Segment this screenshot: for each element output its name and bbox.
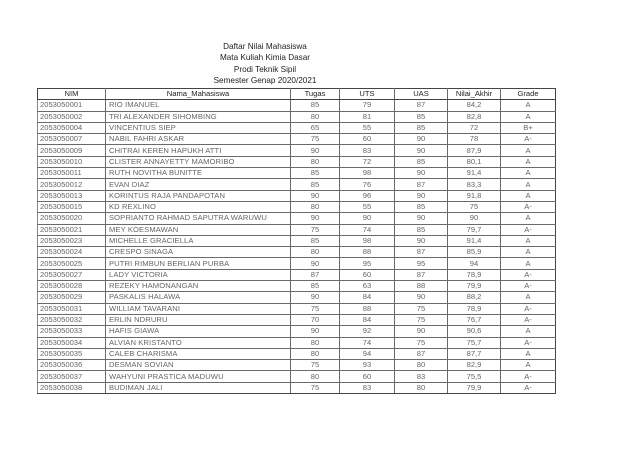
cell-uts: 95: [340, 258, 395, 269]
cell-nama: SOPRIANTO RAHMAD SAPUTRA WARUWU: [106, 213, 291, 224]
cell-tugas: 80: [291, 348, 340, 359]
cell-nama: MICHELLE GRACIELLA: [106, 235, 291, 246]
cell-uts: 88: [340, 303, 395, 314]
table-row: [38, 337, 556, 348]
cell-nim: 2053050035: [38, 348, 106, 359]
cell-nama: VINCENTIUS SIEP: [106, 122, 291, 133]
header-uas: UAS: [395, 89, 448, 100]
table-row: [38, 314, 556, 325]
cell-uts: 55: [340, 122, 395, 133]
cell-tugas: 65: [291, 122, 340, 133]
cell-grade: B+: [501, 122, 556, 133]
cell-nim: 2053050013: [38, 190, 106, 201]
cell-tugas: 80: [291, 201, 340, 212]
cell-uas: 85: [395, 122, 448, 133]
cell-uts: 60: [340, 269, 395, 280]
cell-nim: 2053050032: [38, 314, 106, 325]
cell-grade: A-: [501, 303, 556, 314]
cell-uas: 90: [395, 168, 448, 179]
cell-nim: 2053050004: [38, 122, 106, 133]
cell-grade: A: [501, 326, 556, 337]
cell-nilai-akhir: 88,2: [448, 292, 501, 303]
cell-grade: A: [501, 247, 556, 258]
cell-grade: A: [501, 213, 556, 224]
cell-nama: DESMAN SOVIAN: [106, 360, 291, 371]
cell-uts: 60: [340, 134, 395, 145]
cell-tugas: 90: [291, 292, 340, 303]
cell-nim: 2053050033: [38, 326, 106, 337]
cell-nama: EVAN DIAZ: [106, 179, 291, 190]
cell-uts: 84: [340, 314, 395, 325]
cell-tugas: 75: [291, 224, 340, 235]
cell-uas: 83: [395, 371, 448, 382]
title-line-program: Prodi Teknik Sipil: [233, 64, 297, 74]
table-row: [38, 179, 556, 190]
table-row: [38, 134, 556, 145]
cell-nilai-akhir: 78,9: [448, 269, 501, 280]
table-row: [38, 190, 556, 201]
cell-tugas: 80: [291, 111, 340, 122]
table-row: [38, 371, 556, 382]
header-nama: Nama_Mahasiswa: [106, 89, 291, 100]
cell-uas: 85: [395, 224, 448, 235]
cell-tugas: 90: [291, 190, 340, 201]
cell-uts: 79: [340, 100, 395, 111]
title-line-semester: Semester Genap 2020/2021: [213, 75, 317, 85]
cell-tugas: 85: [291, 179, 340, 190]
cell-uas: 90: [395, 145, 448, 156]
cell-nilai-akhir: 87,9: [448, 145, 501, 156]
cell-uts: 72: [340, 156, 395, 167]
cell-uas: 80: [395, 360, 448, 371]
cell-nama: BUDIMAN JALI: [106, 382, 291, 393]
cell-nim: 2053050023: [38, 235, 106, 246]
cell-nilai-akhir: 91,4: [448, 235, 501, 246]
cell-uas: 75: [395, 314, 448, 325]
table-row: [38, 168, 556, 179]
table-header-row: [38, 89, 556, 100]
cell-nim: 2053050021: [38, 224, 106, 235]
table-row: [38, 348, 556, 359]
cell-uas: 90: [395, 190, 448, 201]
cell-nama: MEY KOESMAWAN: [106, 224, 291, 235]
cell-grade: A-: [501, 269, 556, 280]
cell-nama: KD REXLINO: [106, 201, 291, 212]
cell-grade: A-: [501, 224, 556, 235]
document-title-block: [190, 41, 340, 86]
cell-nilai-akhir: 82,8: [448, 111, 501, 122]
cell-uas: 85: [395, 111, 448, 122]
cell-tugas: 90: [291, 326, 340, 337]
cell-nim: 2053050011: [38, 168, 106, 179]
cell-uts: 74: [340, 224, 395, 235]
table-row: [38, 156, 556, 167]
cell-uas: 87: [395, 100, 448, 111]
grades-table: [37, 88, 556, 394]
cell-nilai-akhir: 87,7: [448, 348, 501, 359]
cell-nilai-akhir: 83,3: [448, 179, 501, 190]
cell-nama: WILLIAM TAVARANI: [106, 303, 291, 314]
cell-uas: 80: [395, 382, 448, 393]
cell-grade: A: [501, 100, 556, 111]
cell-nilai-akhir: 75: [448, 201, 501, 212]
cell-nilai-akhir: 84,2: [448, 100, 501, 111]
cell-uas: 87: [395, 179, 448, 190]
cell-uts: 98: [340, 168, 395, 179]
cell-uts: 93: [340, 360, 395, 371]
cell-uts: 83: [340, 145, 395, 156]
cell-nilai-akhir: 79,9: [448, 281, 501, 292]
cell-grade: A-: [501, 281, 556, 292]
cell-nama: CRESPO SINAGA: [106, 247, 291, 258]
cell-grade: A: [501, 179, 556, 190]
cell-grade: A: [501, 168, 556, 179]
header-nilai-akhir: Nilai_Akhir: [448, 89, 501, 100]
table-row: [38, 224, 556, 235]
cell-nilai-akhir: 72: [448, 122, 501, 133]
cell-uts: 55: [340, 201, 395, 212]
cell-uts: 96: [340, 190, 395, 201]
table-row: [38, 122, 556, 133]
cell-uas: 88: [395, 281, 448, 292]
cell-uas: 90: [395, 235, 448, 246]
cell-nilai-akhir: 76,7: [448, 314, 501, 325]
header-nim: NIM: [38, 89, 106, 100]
cell-uts: 98: [340, 235, 395, 246]
cell-uts: 74: [340, 337, 395, 348]
cell-nilai-akhir: 85,9: [448, 247, 501, 258]
cell-nim: 2053050038: [38, 382, 106, 393]
cell-uas: 95: [395, 258, 448, 269]
cell-uas: 90: [395, 213, 448, 224]
title-line-course: Mata Kuliah Kimia Dasar: [219, 53, 311, 63]
cell-nilai-akhir: 80,1: [448, 156, 501, 167]
cell-nim: 2053050036: [38, 360, 106, 371]
cell-tugas: 70: [291, 314, 340, 325]
cell-nim: 2053050037: [38, 371, 106, 382]
table-row: [38, 292, 556, 303]
cell-tugas: 75: [291, 303, 340, 314]
cell-grade: A: [501, 360, 556, 371]
header-uts: UTS: [340, 89, 395, 100]
table-row: [38, 326, 556, 337]
cell-nama: REZEKY HAMONANGAN: [106, 281, 291, 292]
cell-nama: LADY VICTORIA: [106, 269, 291, 280]
cell-tugas: 80: [291, 247, 340, 258]
table-row: [38, 100, 556, 111]
cell-nama: HAFIS GIAWA: [106, 326, 291, 337]
cell-tugas: 80: [291, 337, 340, 348]
cell-uts: 60: [340, 371, 395, 382]
cell-nama: TRI ALEXANDER SIHOMBING: [106, 111, 291, 122]
cell-nim: 2053050012: [38, 179, 106, 190]
cell-uts: 94: [340, 348, 395, 359]
cell-grade: A: [501, 190, 556, 201]
table-row: [38, 269, 556, 280]
cell-uts: 90: [340, 213, 395, 224]
cell-tugas: 80: [291, 371, 340, 382]
cell-uas: 75: [395, 337, 448, 348]
cell-nim: 2053050009: [38, 145, 106, 156]
cell-nim: 2053050028: [38, 281, 106, 292]
header-grade: Grade: [501, 89, 556, 100]
cell-grade: A-: [501, 201, 556, 212]
cell-nama: ERLIN NDRURU: [106, 314, 291, 325]
cell-tugas: 85: [291, 168, 340, 179]
cell-grade: A: [501, 145, 556, 156]
cell-grade: A-: [501, 382, 556, 393]
cell-uas: 85: [395, 156, 448, 167]
cell-uas: 85: [395, 201, 448, 212]
cell-uas: 90: [395, 326, 448, 337]
cell-uas: 87: [395, 269, 448, 280]
cell-uts: 63: [340, 281, 395, 292]
cell-uas: 87: [395, 247, 448, 258]
title-line-list-name: Daftar Nilai Mahasiswa: [223, 42, 307, 51]
cell-nim: 2053050034: [38, 337, 106, 348]
cell-tugas: 75: [291, 382, 340, 393]
cell-grade: A: [501, 235, 556, 246]
table-row: [38, 281, 556, 292]
cell-nim: 2053050007: [38, 134, 106, 145]
cell-nama: RUTH NOVITHA BUNITTE: [106, 168, 291, 179]
cell-nilai-akhir: 75,5: [448, 371, 501, 382]
cell-nama: PUTRI RIMBUN BERLIAN PURBA: [106, 258, 291, 269]
cell-nama: KORINTUS RAJA PANDAPOTAN: [106, 190, 291, 201]
cell-nim: 2053050002: [38, 111, 106, 122]
cell-grade: A: [501, 348, 556, 359]
cell-uas: 90: [395, 134, 448, 145]
cell-uts: 83: [340, 382, 395, 393]
table-row: [38, 235, 556, 246]
cell-grade: A-: [501, 337, 556, 348]
cell-nim: 2053050010: [38, 156, 106, 167]
cell-nilai-akhir: 94: [448, 258, 501, 269]
cell-nilai-akhir: 78,9: [448, 303, 501, 314]
cell-tugas: 75: [291, 134, 340, 145]
cell-grade: A: [501, 258, 556, 269]
table-row: [38, 382, 556, 393]
cell-nim: 2053050020: [38, 213, 106, 224]
cell-uas: 90: [395, 292, 448, 303]
header-tugas: Tugas: [291, 89, 340, 100]
cell-uts: 84: [340, 292, 395, 303]
cell-grade: A: [501, 111, 556, 122]
cell-nim: 2053050029: [38, 292, 106, 303]
cell-grade: A: [501, 292, 556, 303]
cell-uts: 92: [340, 326, 395, 337]
cell-nama: RIO IMANUEL: [106, 100, 291, 111]
cell-tugas: 75: [291, 360, 340, 371]
cell-nim: 2053050025: [38, 258, 106, 269]
table-row: [38, 145, 556, 156]
table-row: [38, 258, 556, 269]
cell-nilai-akhir: 91,4: [448, 168, 501, 179]
table-row: [38, 247, 556, 258]
table-row: [38, 201, 556, 212]
cell-grade: A-: [501, 371, 556, 382]
cell-nama: NABIL FAHRI ASKAR: [106, 134, 291, 145]
cell-nilai-akhir: 78: [448, 134, 501, 145]
cell-nilai-akhir: 91,8: [448, 190, 501, 201]
cell-uas: 87: [395, 348, 448, 359]
cell-nama: ALVIAN KRISTANTO: [106, 337, 291, 348]
cell-uts: 88: [340, 247, 395, 258]
cell-tugas: 85: [291, 281, 340, 292]
cell-nilai-akhir: 79,9: [448, 382, 501, 393]
cell-tugas: 90: [291, 258, 340, 269]
cell-nilai-akhir: 90,6: [448, 326, 501, 337]
cell-tugas: 85: [291, 235, 340, 246]
table-row: [38, 213, 556, 224]
cell-uts: 76: [340, 179, 395, 190]
cell-nim: 2053050024: [38, 247, 106, 258]
cell-nama: WAHYUNI PRASTICA MADUWU: [106, 371, 291, 382]
table-row: [38, 111, 556, 122]
cell-nama: CHITRAI KEREN HAPUKH ATTI: [106, 145, 291, 156]
cell-uas: 75: [395, 303, 448, 314]
cell-nilai-akhir: 79,7: [448, 224, 501, 235]
cell-grade: A-: [501, 314, 556, 325]
cell-nama: CALEB CHARISMA: [106, 348, 291, 359]
cell-nilai-akhir: 82,9: [448, 360, 501, 371]
table-row: [38, 360, 556, 371]
table-row: [38, 303, 556, 314]
cell-tugas: 90: [291, 213, 340, 224]
cell-grade: A-: [501, 134, 556, 145]
cell-nilai-akhir: 75,7: [448, 337, 501, 348]
cell-tugas: 90: [291, 145, 340, 156]
cell-uts: 81: [340, 111, 395, 122]
cell-nim: 2053050015: [38, 201, 106, 212]
cell-nim: 2053050027: [38, 269, 106, 280]
cell-tugas: 80: [291, 156, 340, 167]
cell-tugas: 85: [291, 100, 340, 111]
cell-tugas: 87: [291, 269, 340, 280]
cell-nim: 2053050031: [38, 303, 106, 314]
cell-nama: PASKALIS HALAWA: [106, 292, 291, 303]
table-body: [38, 100, 556, 394]
cell-nim: 2053050001: [38, 100, 106, 111]
cell-grade: A: [501, 156, 556, 167]
cell-nilai-akhir: 90: [448, 213, 501, 224]
cell-nama: CLISTER ANNAYETTY MAMORIBO: [106, 156, 291, 167]
